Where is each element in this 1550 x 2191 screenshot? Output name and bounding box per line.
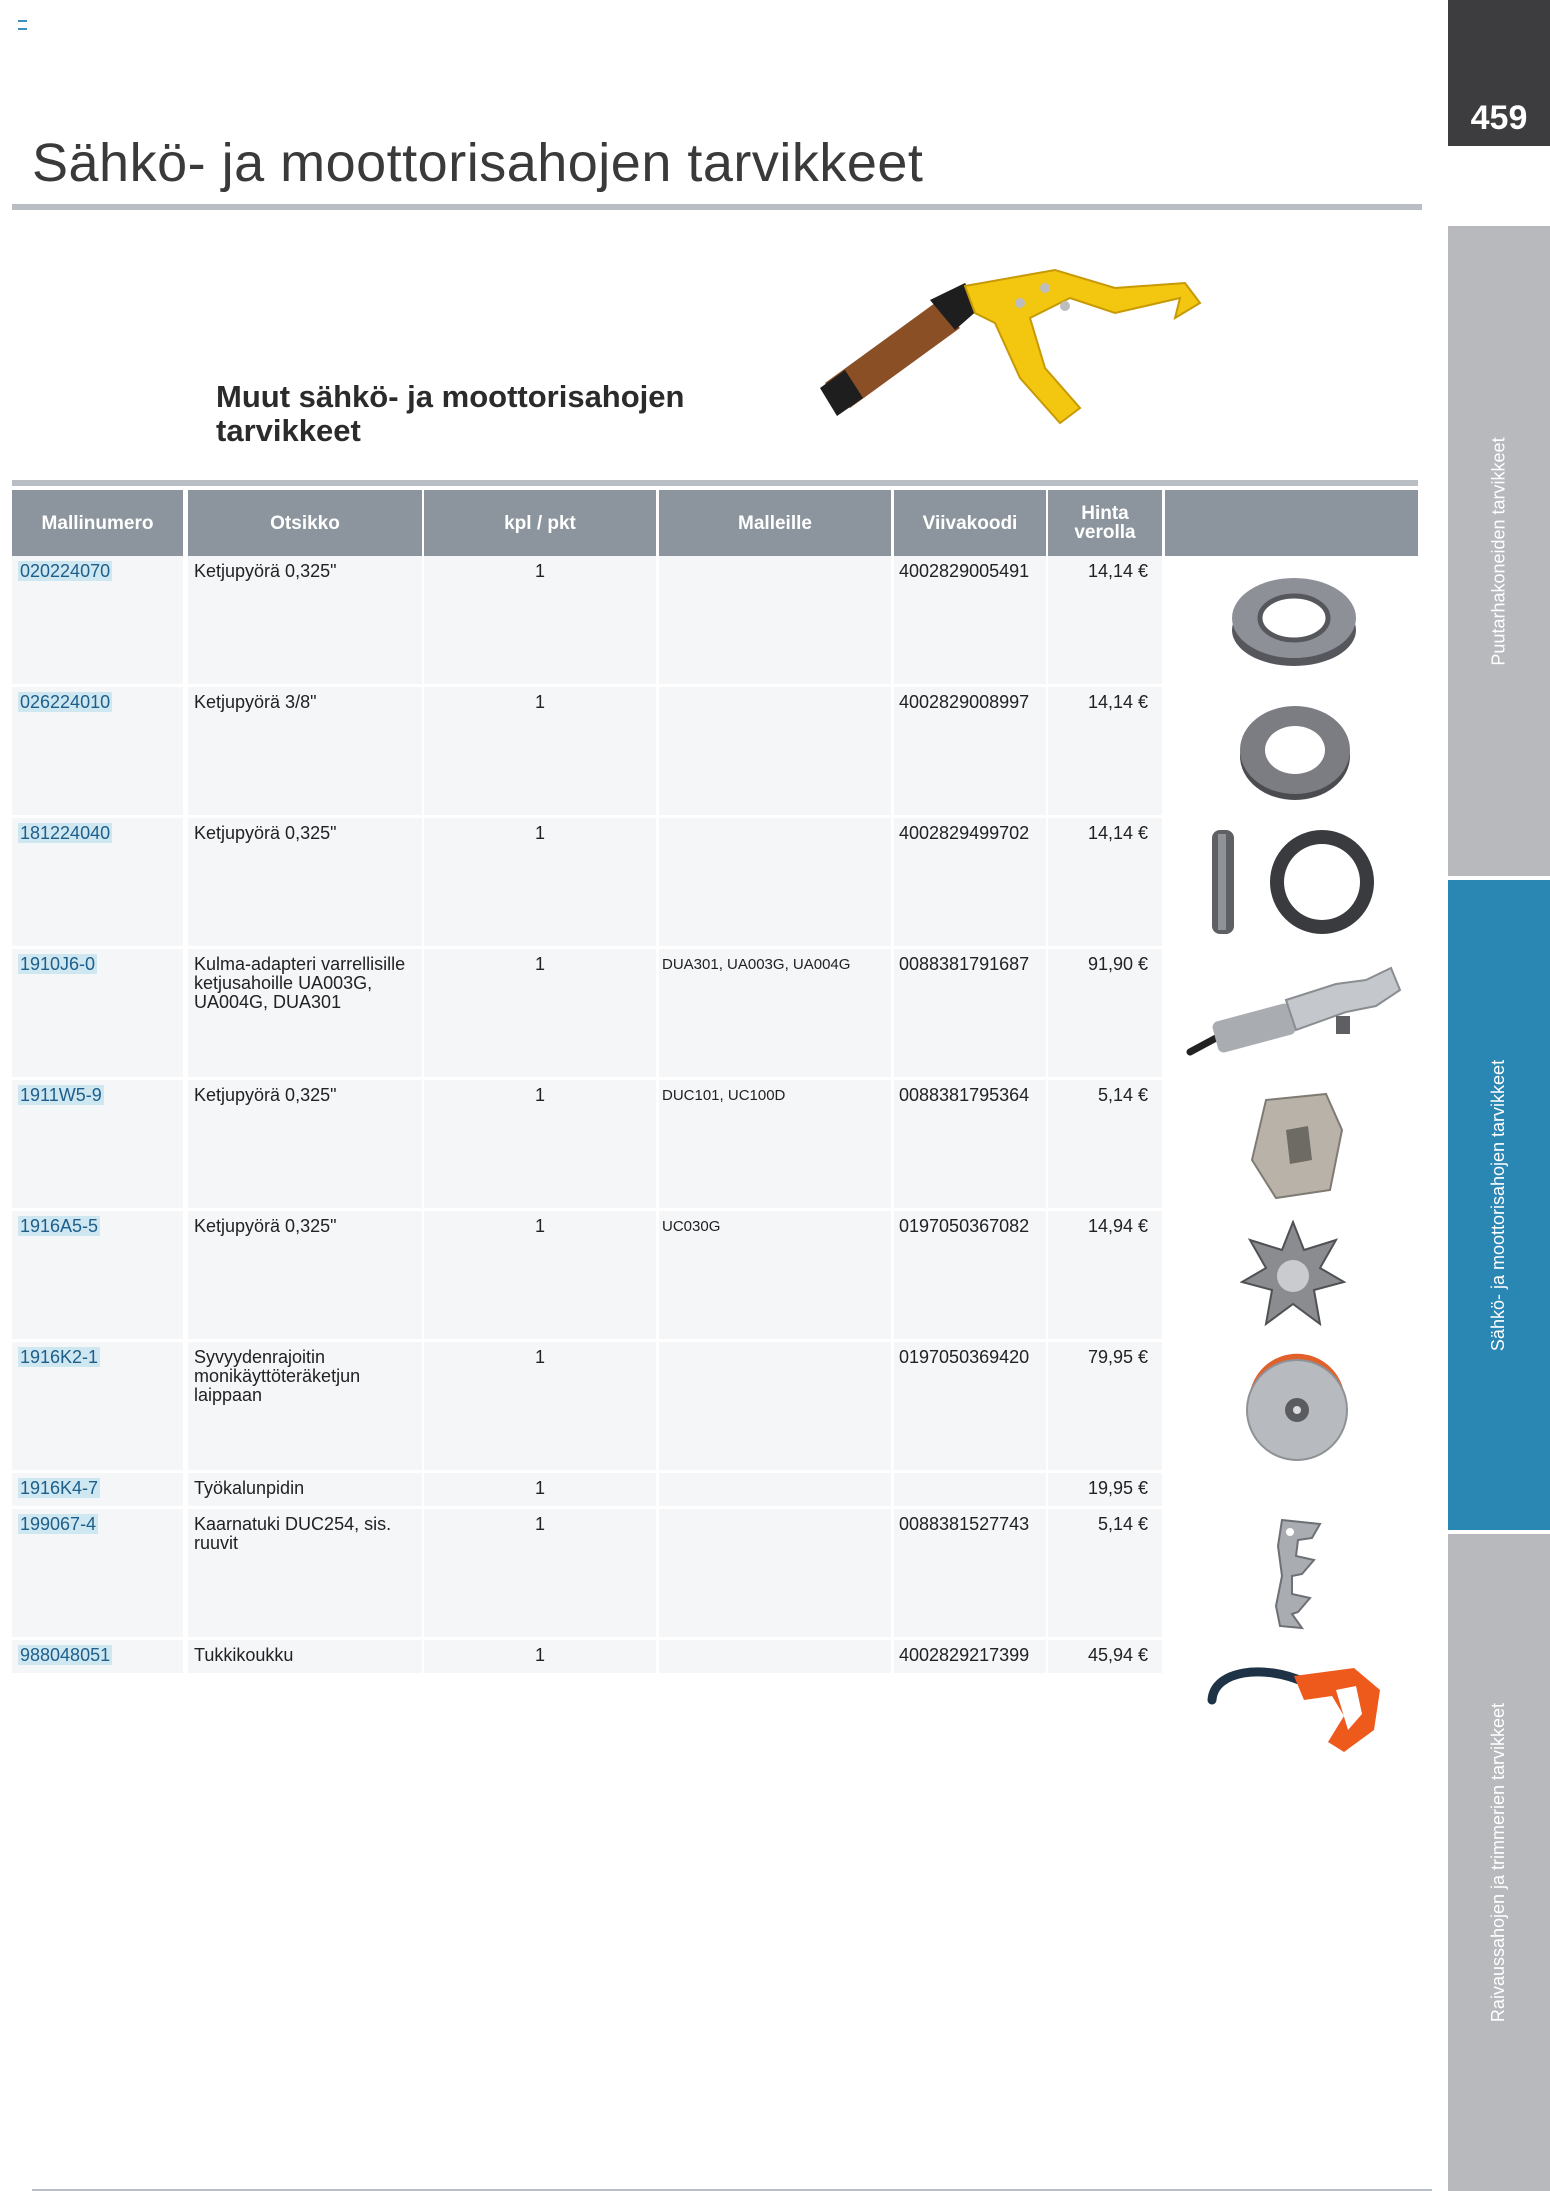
th-viivakoodi: Viivakoodi: [894, 490, 1046, 556]
title-rule: [12, 204, 1422, 210]
cell-title: Ketjupyörä 0,325": [188, 818, 422, 946]
table-row: [12, 949, 1162, 1077]
cell-models: [659, 1342, 891, 1470]
cell-qty: 1: [424, 949, 656, 1077]
model-number-link[interactable]: 1916A5-5: [20, 1216, 99, 1236]
cell-qty: 1: [424, 1080, 656, 1208]
cell-title: Kulma-adapteri varrellisille ketjusahoille UA003G, UA004G, DUA301: [188, 949, 422, 1077]
cell-barcode: 0197050367082: [894, 1211, 1046, 1339]
cell-price: 14,14 €: [1048, 818, 1162, 946]
sprocket-ring-pair-icon: [1208, 826, 1378, 938]
cell-qty: 1: [424, 818, 656, 946]
cell-barcode: 4002829499702: [894, 818, 1046, 946]
cell-title: Tukkikoukku: [188, 1640, 422, 1673]
th-kpl: kpl / pkt: [424, 490, 656, 556]
cell-title: Ketjupyörä 0,325": [188, 1211, 422, 1339]
spur-sprocket-icon: [1246, 1090, 1346, 1202]
cell-price: 5,14 €: [1048, 1509, 1162, 1637]
cell-barcode: 0088381527743: [894, 1509, 1046, 1637]
cell-barcode: 4002829008997: [894, 687, 1046, 815]
side-tab-sahat[interactable]: [1448, 880, 1550, 1530]
model-number-link[interactable]: 199067-4: [20, 1514, 97, 1534]
cell-models: [659, 556, 891, 684]
sprocket-ring-icon: [1236, 700, 1354, 804]
cell-price: 14,14 €: [1048, 687, 1162, 815]
page-title: Sähkö- ja moottorisahojen tarvikkeet: [32, 133, 924, 193]
cell-models: [659, 1473, 891, 1506]
log-tongs-image: [815, 258, 1205, 438]
cell-price: 91,90 €: [1048, 949, 1162, 1077]
side-tab-puutarhakoneet[interactable]: [1448, 226, 1550, 876]
sprocket-ring-icon: [1228, 570, 1360, 670]
cell-title: Syvyydenrajoitin monikäyttöteräketjun laippaan: [188, 1342, 422, 1470]
th-malleille: Malleille: [659, 490, 891, 556]
cell-models: [659, 1640, 891, 1673]
side-tab-label: Puutarhakoneiden tarvikkeet: [1488, 436, 1509, 666]
model-number-link[interactable]: 1910J6-0: [20, 954, 96, 974]
model-number-link[interactable]: 988048051: [20, 1645, 111, 1665]
cell-price: 14,94 €: [1048, 1211, 1162, 1339]
th-mallinumero: Mallinumero: [12, 490, 183, 556]
cell-price: 14,14 €: [1048, 556, 1162, 684]
cell-qty: 1: [424, 556, 656, 684]
cell-models: DUA301, UA003G, UA004G: [659, 949, 891, 1077]
th-hinta: Hinta verolla: [1048, 490, 1162, 556]
model-number-link[interactable]: 026224010: [20, 692, 111, 712]
cell-barcode: [894, 1473, 1046, 1506]
cell-title: Ketjupyörä 0,325": [188, 556, 422, 684]
table-row: [12, 687, 1162, 815]
cell-barcode: 0088381795364: [894, 1080, 1046, 1208]
model-number-link[interactable]: 1916K2-1: [20, 1347, 99, 1367]
cell-title: Työkalunpidin: [188, 1473, 422, 1506]
bark-support-icon: [1262, 1516, 1334, 1632]
angle-adapter-icon: [1186, 960, 1404, 1060]
page-number-box: [1448, 0, 1550, 146]
table-row: [12, 1509, 1162, 1637]
table-row: [12, 1640, 1162, 1673]
model-number-link[interactable]: 181224040: [20, 823, 111, 843]
side-tab-label: Raivaussahojen ja trimmerien tarvikkeet: [1488, 1702, 1509, 2023]
cell-qty: 1: [424, 1211, 656, 1339]
table-row: [12, 556, 1162, 684]
cell-barcode: 4002829217399: [894, 1640, 1046, 1673]
corner-mark: [18, 20, 27, 30]
cell-title: Kaarnatuki DUC254, sis. ruuvit: [188, 1509, 422, 1637]
cell-models: [659, 687, 891, 815]
cell-barcode: 0197050369420: [894, 1342, 1046, 1470]
section-title: Muut sähkö- ja moottorisahojen tarvikkeet: [216, 379, 685, 448]
cell-barcode: 0088381791687: [894, 949, 1046, 1077]
page-number: 459: [1470, 99, 1528, 137]
cell-qty: 1: [424, 1473, 656, 1506]
cell-price: 79,95 €: [1048, 1342, 1162, 1470]
side-tab-raivaussahat[interactable]: [1448, 1534, 1550, 2191]
cell-price: 19,95 €: [1048, 1473, 1162, 1506]
model-number-link[interactable]: 020224070: [20, 561, 111, 581]
table-row: [12, 1342, 1162, 1470]
log-hook-icon: [1204, 1660, 1384, 1760]
side-tabs: [1448, 226, 1550, 2191]
table-row: [12, 1080, 1162, 1208]
table-row: [12, 1473, 1162, 1506]
cell-qty: 1: [424, 687, 656, 815]
table-row: [12, 818, 1162, 946]
cell-title: Ketjupyörä 3/8": [188, 687, 422, 815]
cell-title: Ketjupyörä 0,325": [188, 1080, 422, 1208]
th-otsikko: Otsikko: [188, 490, 422, 556]
cell-price: 5,14 €: [1048, 1080, 1162, 1208]
cell-models: [659, 1509, 891, 1637]
model-number-link[interactable]: 1911W5-9: [20, 1085, 102, 1105]
cell-qty: 1: [424, 1342, 656, 1470]
depth-limiter-icon: [1240, 1352, 1354, 1462]
cell-qty: 1: [424, 1509, 656, 1637]
cell-models: UC030G: [659, 1211, 891, 1339]
table-rule: [12, 480, 1418, 486]
side-tab-label: Sähkö- ja moottorisahojen tarvikkeet: [1488, 1059, 1509, 1351]
th-image: [1165, 490, 1418, 556]
cell-qty: 1: [424, 1640, 656, 1673]
table-row: [12, 1211, 1162, 1339]
star-sprocket-icon: [1240, 1220, 1346, 1330]
cell-barcode: 4002829005491: [894, 556, 1046, 684]
cell-price: 45,94 €: [1048, 1640, 1162, 1673]
cell-models: DUC101, UC100D: [659, 1080, 891, 1208]
model-number-link[interactable]: 1916K4-7: [20, 1478, 99, 1498]
cell-models: [659, 818, 891, 946]
